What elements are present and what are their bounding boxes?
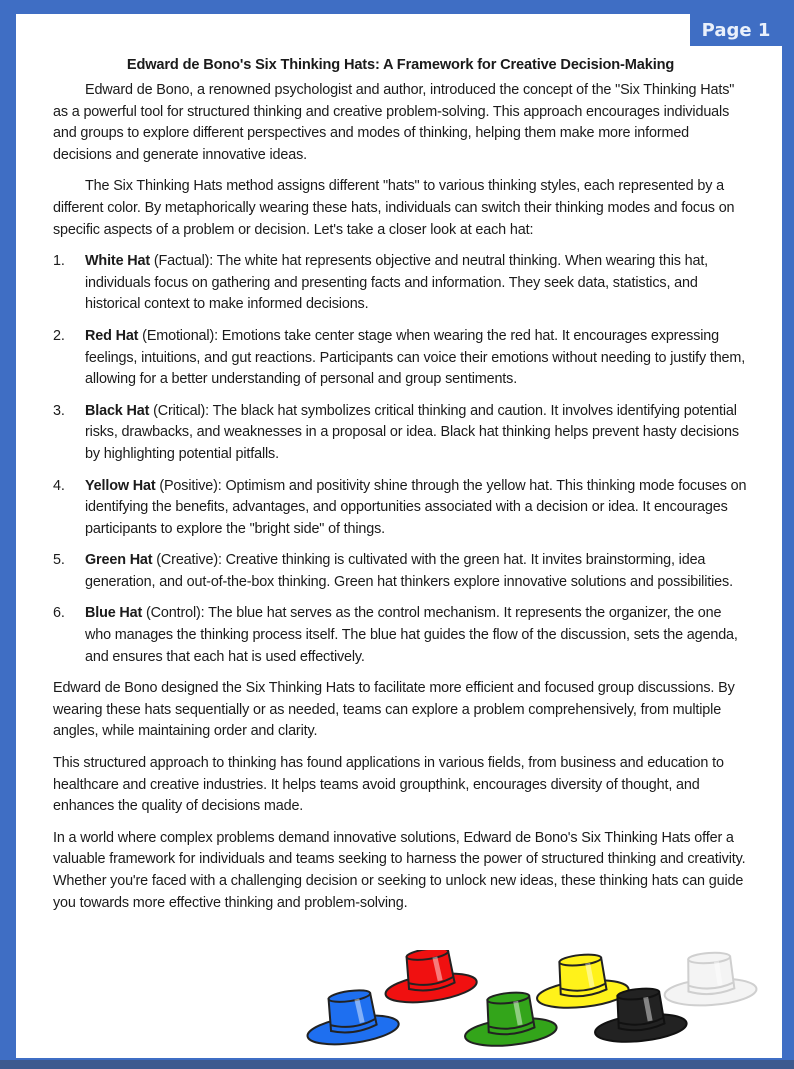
list-item-yellow-hat: [53, 476, 748, 541]
page-number-tab: Page 1: [690, 14, 782, 46]
list-number: 2.: [53, 327, 65, 344]
hat-description: (Factual): The white hat represents objective and neutral thinking. When wearing this hat, individuals focus on gathering and presenting facts and information. They seek data, statistics, and historical context to make informed decisions.: [85, 253, 709, 313]
hat-name: Blue Hat: [85, 605, 143, 622]
hat-description: (Positive): Optimism and positivity shine through the yellow hat. This thinking mode focuses on identifying the benefits, advantages, and opportunities associated with a decision or idea. It encourages participants to explore the "bright side" of things.: [85, 477, 747, 537]
hat-description: (Critical): The black hat symbolizes critical thinking and caution. It involves identifying potential risks, drawbacks, and weaknesses in a proposal or idea. Black hat thinking helps prevent hasty decisions by highlighting potential pitfalls.: [85, 402, 739, 462]
list-item-red-hat: [53, 326, 748, 391]
white-hat-icon: [662, 950, 757, 1008]
document-title: Edward de Bono's Six Thinking Hats: A Framework for Creative Decision-Making: [126, 57, 675, 73]
hat-name: White Hat: [85, 253, 151, 270]
hat-name: Black Hat: [85, 402, 150, 419]
list-number: 1.: [53, 253, 65, 270]
yellow-hat-icon: [533, 950, 630, 1011]
list-number: 5.: [53, 552, 65, 569]
intro-paragraph: Edward de Bono, a renowned psychologist and author, introduced the concept of the "Six Thinking Hats" as a powerful tool for structured thinking and creative problem-solving. This approach encourages individuals and groups to explore different perspectives and modes of thinking, helping them make more informed decisions and generate innovative ideas.: [53, 82, 735, 163]
six-hats-illustration: [290, 950, 770, 1055]
hat-description: (Control): The blue hat serves as the control mechanism. It represents the organizer, the one who manages the thinking process itself. The blue hat guides the flow of the discussion, sets the agenda, and ensures that each hat is used effectively.: [85, 605, 738, 665]
hats-list: [53, 251, 748, 668]
document-body: [53, 54, 748, 924]
red-hat-icon: [380, 950, 478, 1007]
list-number: 4.: [53, 477, 65, 494]
hat-description: (Emotional): Emotions take center stage when wearing the red hat. It encourages expressing feelings, intuitions, and gut reactions. Participants can voice their emotions without needing to justify them, allowing for a better understanding of personal and group sentiments.: [85, 327, 746, 388]
list-item-black-hat: [53, 401, 748, 466]
hat-description: (Creative): Creative thinking is cultivated with the green hat. It invites brainstorming, idea generation, and out-of-the-box thinking. Green hat thinkers explore innovative solutions and possibilities.: [85, 552, 733, 590]
document-page: [16, 14, 782, 1058]
hat-name: Green Hat: [85, 552, 153, 569]
hat-name: Yellow Hat: [85, 477, 156, 494]
outro-paragraph: In a world where complex problems demand innovative solutions, Edward de Bono's Six Thinking Hats offer a valuable framework for individuals and teams seeking to harness the power of structured thinking and creativity. Whether you're faced with a challenging decision or seeking to unlock new ideas, these thinking hats can guide you towards more effective thinking and problem-solving.: [53, 829, 746, 911]
list-number: 3.: [53, 402, 65, 419]
list-number: 6.: [53, 605, 65, 622]
hat-name: Red Hat: [85, 327, 139, 344]
list-item-blue-hat: [53, 603, 748, 668]
outro-paragraph: This structured approach to thinking has found applications in various fields, from business and education to healthcare and creative industries. It helps teams avoid groupthink, encourages diversity of thought, and enhances the quality of decisions made.: [53, 755, 724, 815]
outro-paragraph: Edward de Bono designed the Six Thinking Hats to facilitate more efficient and focused group discussions. By wearing these hats sequentially or as needed, teams can explore a problem comprehensively, from multiple angles, while maintaining order and clarity.: [53, 680, 735, 740]
list-item-white-hat: [53, 251, 748, 316]
intro-paragraph: The Six Thinking Hats method assigns different "hats" to various thinking styles, each represented by a different color. By metaphorically wearing these hats, individuals can switch their thinking modes and focus on specific aspects of a problem or decision. Let's take a closer look at each hat:: [53, 178, 735, 238]
list-item-green-hat: [53, 550, 748, 593]
